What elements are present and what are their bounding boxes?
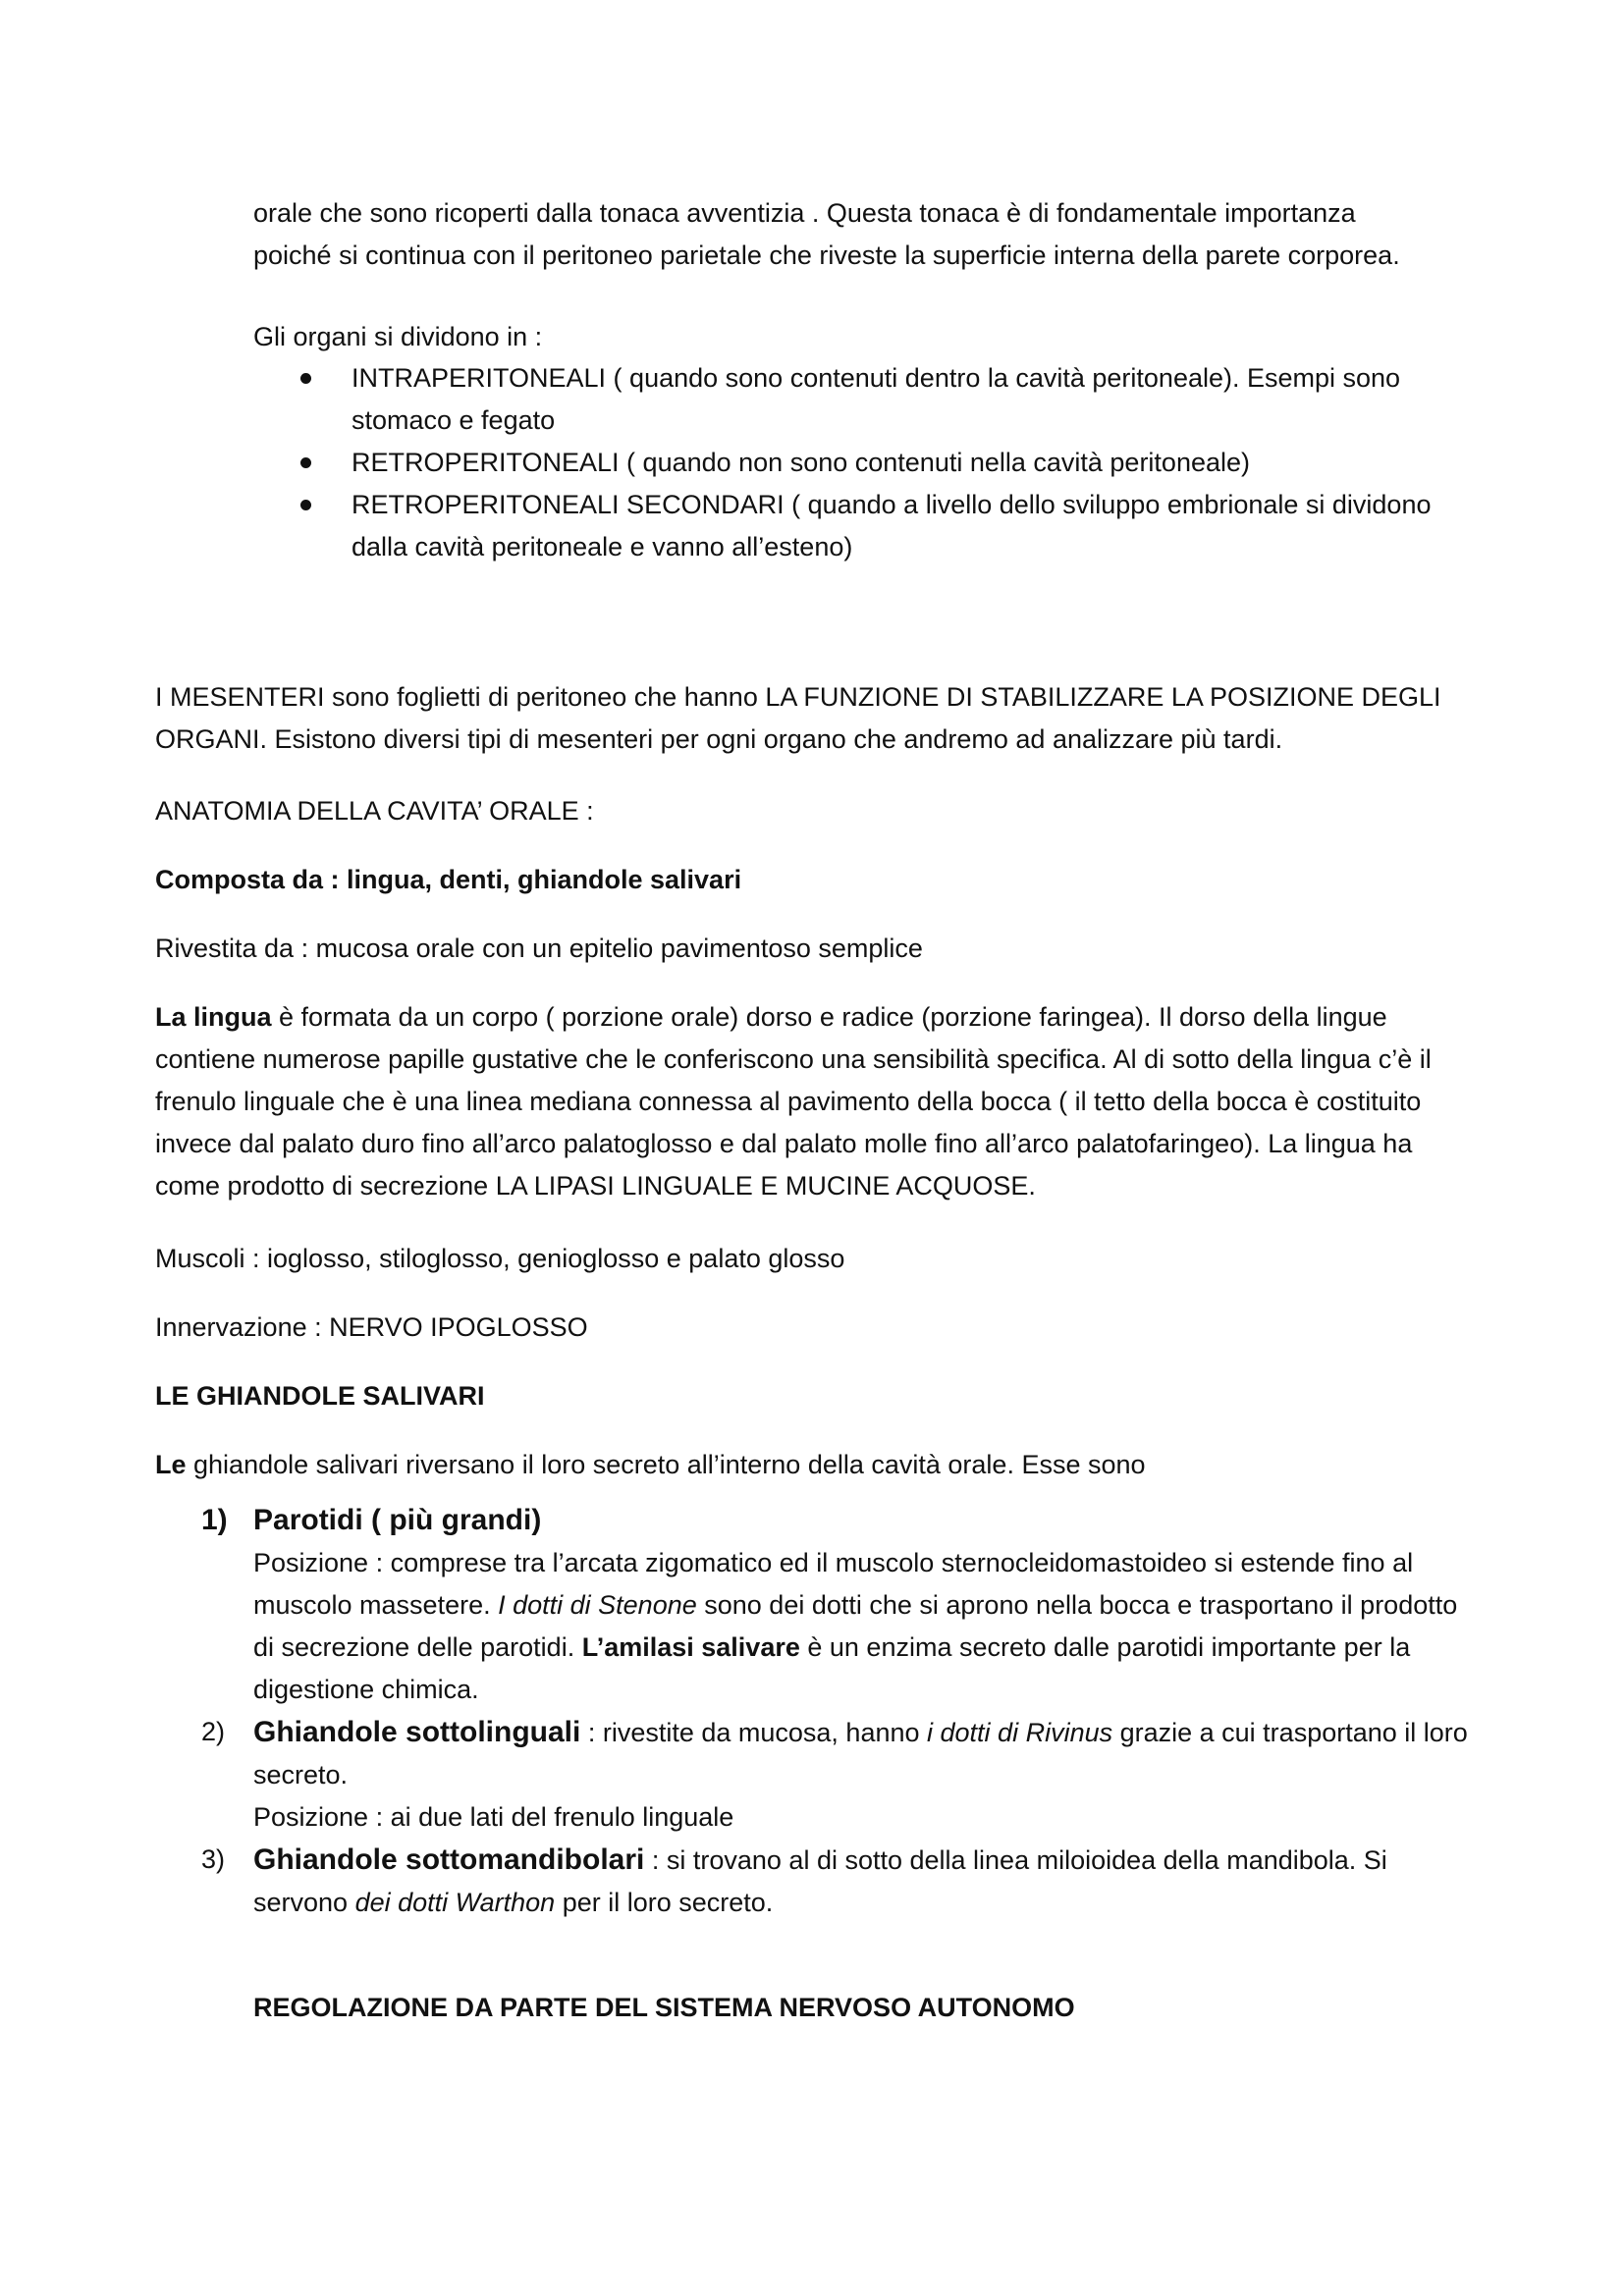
rivestita-line: Rivestita da : mucosa orale con un epitelio pavimentoso semplice bbox=[155, 934, 923, 963]
gland-title: Ghiandole sottolinguali bbox=[253, 1716, 581, 1748]
ghiandole-text: ghiandole salivari riversano il loro secreto all’interno della cavità orale. Esse sono bbox=[186, 1450, 1146, 1479]
lingua-lead: La lingua bbox=[155, 1002, 272, 1032]
list-item: 1) Parotidi ( più grandi) Posizione : comprese tra l’arcata zigomatico ed il muscolo sternocleidomastoideo si estende fino al muscolo massetere. I dotti di Stenone sono dei dotti che si aprono nella bocca e trasportano il prodotto di secrezione delle parotidi. L’amilasi salivare è un enzima secreto dalle parotidi importante per la digestione chimica. bbox=[201, 1499, 1478, 1711]
intro-line-1: orale che sono ricoperti dalla tonaca avventizia . Questa tonaca è di fondamentale importanza bbox=[253, 198, 1356, 228]
section-regolazione-heading: REGOLAZIONE DA PARTE DEL SISTEMA NERVOSO AUTONOMO bbox=[253, 1993, 1075, 2022]
intro-paragraph bbox=[253, 192, 1530, 277]
muscoli-line: Muscoli : ioglosso, stiloglosso, genioglosso e palato glosso bbox=[155, 1244, 845, 1273]
lingua-paragraph bbox=[155, 996, 1481, 1207]
list-number: 2) bbox=[201, 1717, 226, 1746]
glands-list bbox=[201, 1499, 1478, 1924]
bullet-icon bbox=[300, 457, 311, 468]
gland-title: Ghiandole sottomandibolari bbox=[253, 1843, 645, 1876]
list-item: RETROPERITONEALI ( quando non sono contenuti nella cavità peritoneale) bbox=[253, 442, 1461, 484]
composta-line: Composta da : lingua, denti, ghiandole salivari bbox=[155, 865, 742, 894]
ghiandole-intro bbox=[155, 1444, 1432, 1486]
gland-title: Parotidi ( più grandi) bbox=[253, 1504, 542, 1536]
list-item: 3) Ghiandole sottomandibolari : si trovano al di sotto della linea miloioidea della mandibola. Si servono dei dotti Warthon per il loro secreto. bbox=[201, 1839, 1478, 1924]
section-ghiandole-heading: LE GHIANDOLE SALIVARI bbox=[155, 1381, 485, 1411]
ghiandole-lead: Le bbox=[155, 1450, 187, 1479]
section-anatomia-heading: ANATOMIA DELLA CAVITA’ ORALE : bbox=[155, 796, 594, 826]
organ-types-list bbox=[253, 357, 1461, 568]
list-item: INTRAPERITONEALI ( quando sono contenuti dentro la cavità peritoneale). Esempi sono stomaco e fegato bbox=[253, 357, 1461, 442]
intro-line-2: poiché si continua con il peritoneo parietale che riveste la superficie interna della parete corporea. bbox=[253, 240, 1400, 270]
mesenteri-paragraph: I MESENTERI sono foglietti di peritoneo che hanno LA FUNZIONE DI STABILIZZARE LA POSIZIONE DEGLI ORGANI. Esistono diversi tipi di mesenteri per ogni organo che andremo ad analizzare più tardi. bbox=[155, 682, 1441, 754]
list-number: 1) bbox=[201, 1504, 228, 1536]
lingua-text: è formata da un corpo ( porzione orale) dorso e radice (porzione faringea). Il dorso della lingue contiene numerose papille gustative che le conferiscono una sensibilità specifica. Al di sotto della lingua c’è il frenulo linguale che è una linea mediana connessa al pavimento della bocca ( il tetto della bocca è costituito invece dal palato duro fino all’arco palatoglosso e dal palato molle fino all’arco palatofaringeo). La lingua ha come prodotto di secrezione LA LIPASI LINGUALE E MUCINE ACQUOSE. bbox=[155, 1002, 1432, 1201]
innervazione-line: Innervazione : NERVO IPOGLOSSO bbox=[155, 1312, 588, 1342]
list-item: 2) Ghiandole sottolinguali : rivestite da mucosa, hanno i dotti di Rivinus grazie a cui trasportano il loro secreto. Posizione : ai due lati del frenulo linguale bbox=[201, 1711, 1478, 1839]
organs-intro: Gli organi si dividono in : bbox=[253, 322, 543, 351]
bullet-icon bbox=[300, 373, 311, 384]
list-item: RETROPERITONEALI SECONDARI ( quando a livello dello sviluppo embrionale si dividono dalla cavità peritoneale e vanno all’esteno) bbox=[253, 484, 1461, 568]
list-number: 3) bbox=[201, 1844, 226, 1874]
bullet-icon bbox=[300, 500, 311, 510]
